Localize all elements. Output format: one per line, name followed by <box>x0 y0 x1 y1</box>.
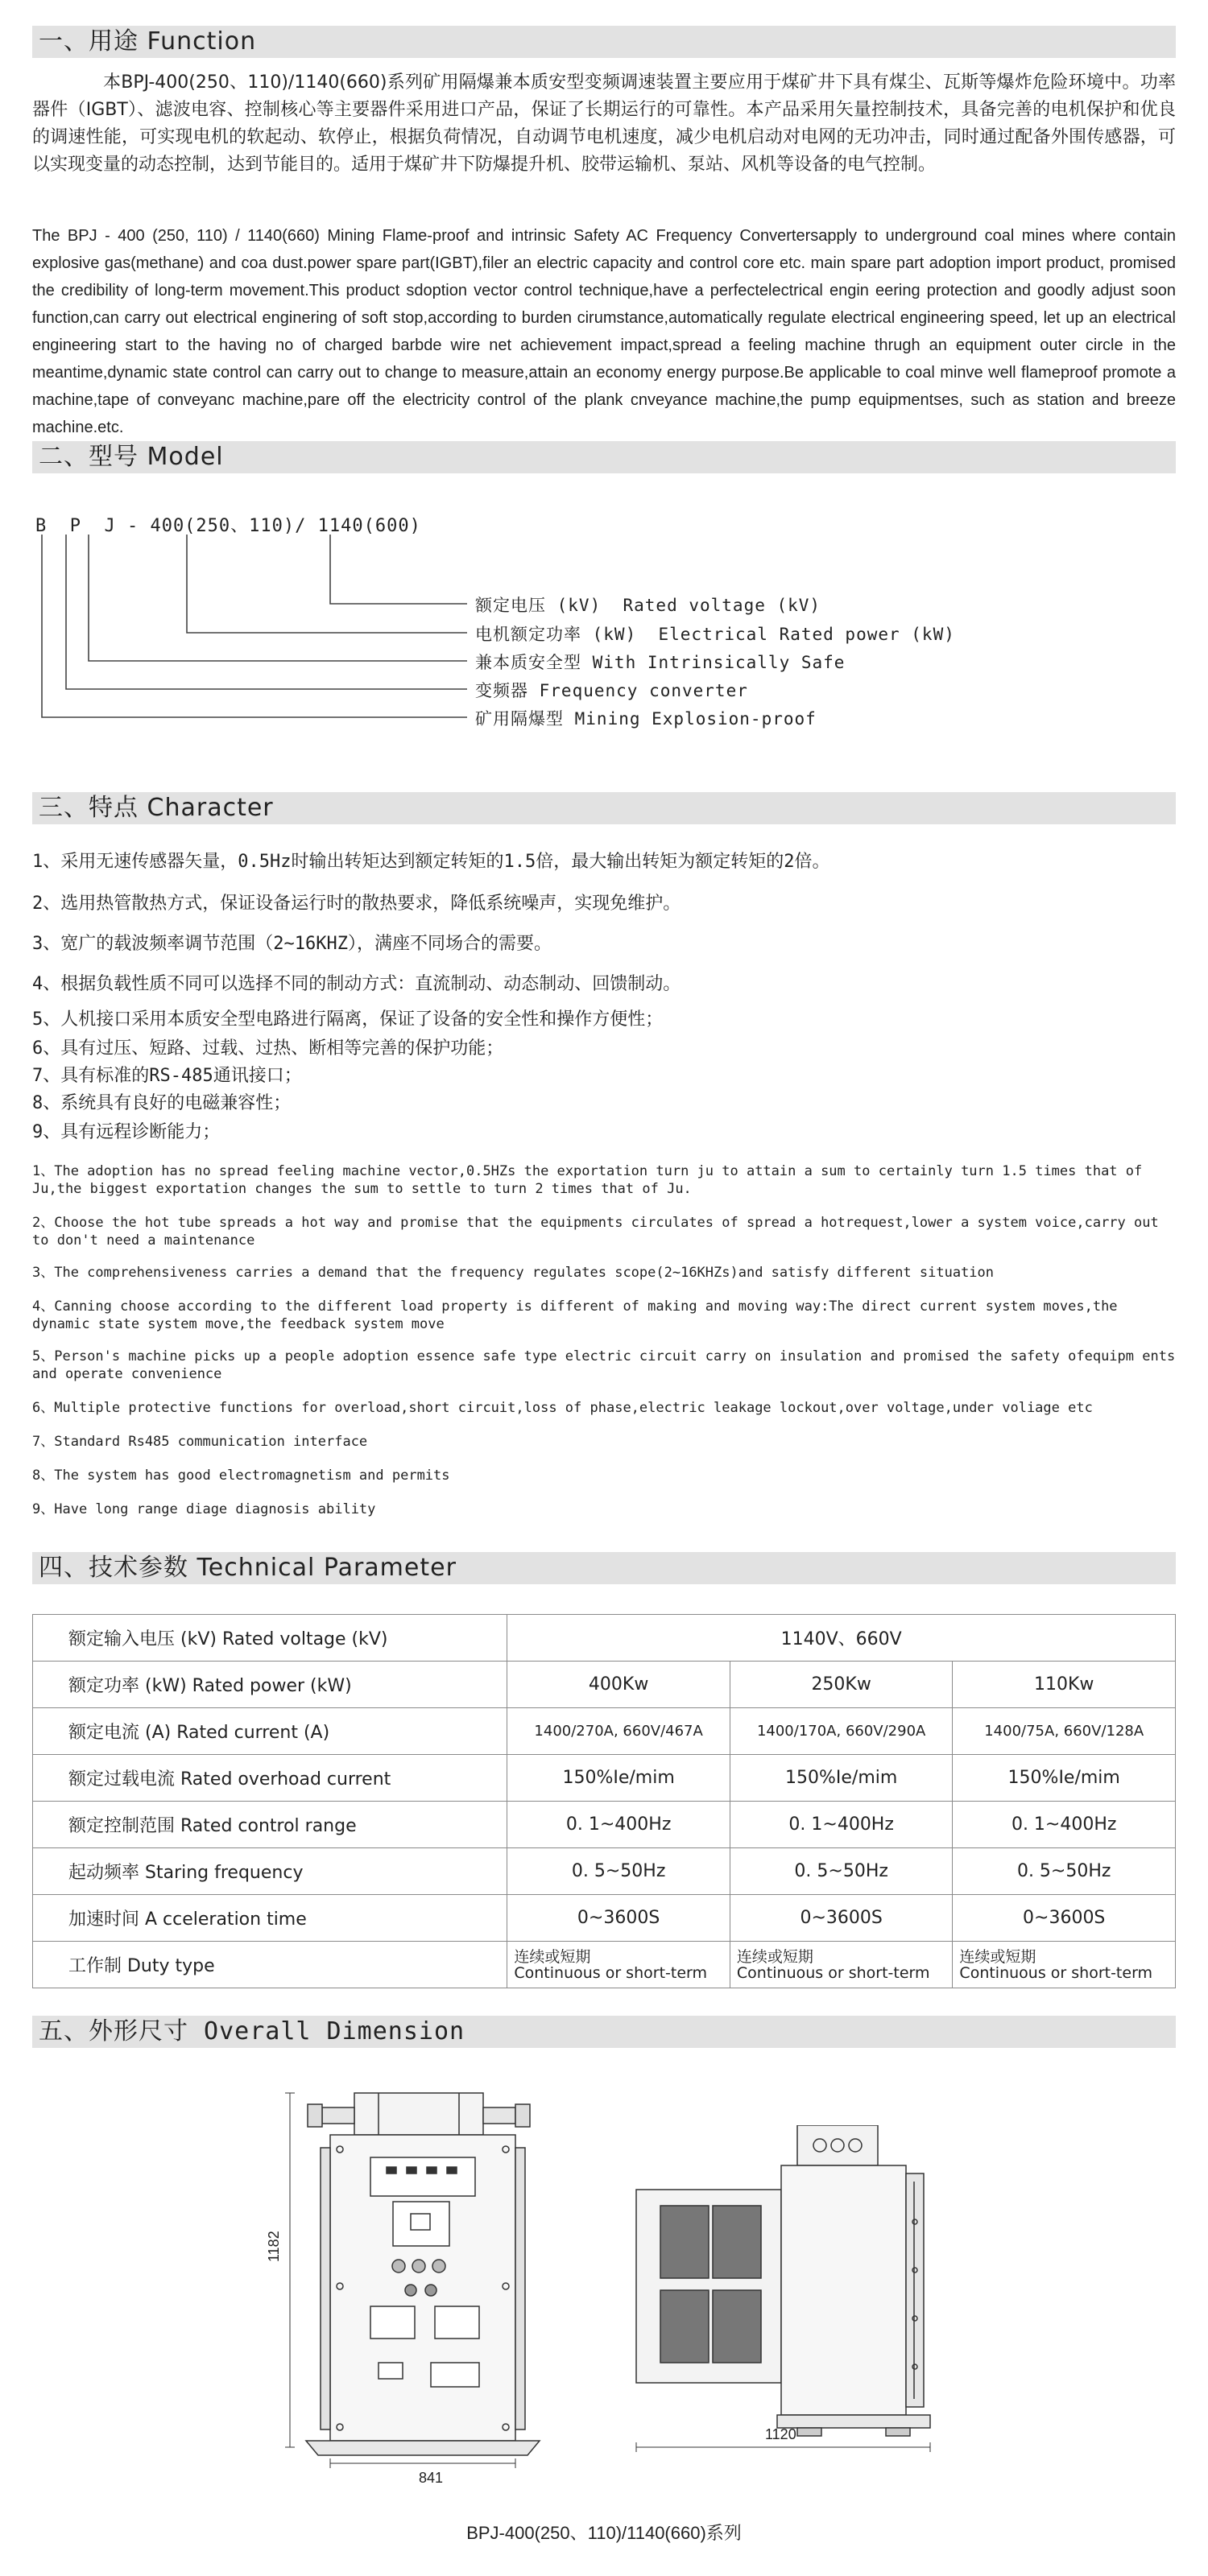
section-title-model: 二、型号 Model <box>39 443 224 471</box>
param-value: 1400/270A, 660V/467A <box>507 1708 730 1755</box>
param-value: 1140V、660V <box>507 1615 1176 1662</box>
param-value: 0. 1~400Hz <box>953 1802 1176 1848</box>
dimension-width-side: 1120 <box>765 2426 796 2442</box>
parameter-table <box>32 1614 1176 1988</box>
param-label: 工作制 Duty type <box>33 1942 507 1988</box>
table-row <box>33 1755 1176 1802</box>
character-cn-4: 4、根据负载性质不同可以选择不同的制动方式：直流制动、动态制动、回馈制动。 <box>32 974 681 994</box>
table-row <box>33 1615 1176 1662</box>
param-value <box>507 1942 730 1988</box>
character-cn-2: 2、选用热管散热方式，保证设备运行时的散热要求，降低系统噪声，实现免维护。 <box>32 894 681 914</box>
dimension-height: 1182 <box>266 2231 282 2262</box>
character-en-9: 9、Have long range diage diagnosis ability <box>32 1501 376 1517</box>
section-title-function: 一、用途 Function <box>39 27 257 56</box>
character-cn-7: 7、具有标准的RS-485通讯接口； <box>32 1066 302 1086</box>
character-en-1: 1、The adoption has no spread feeling machine vector,0.5HZs the exportation turn ju to attain a sum to certainly turn 1.5 times that of Ju,the biggest exportation changes the sum to settle to turn 2 times that of Ju. <box>32 1163 1143 1197</box>
duty-cn: 连续或短期 <box>736 1947 813 1966</box>
param-value: 0. 5~50Hz <box>730 1848 953 1895</box>
character-cn-3: 3、宽广的载波频率调节范围（2~16KHZ），满座不同场合的需要。 <box>32 934 552 954</box>
param-value: 0~3600S <box>730 1895 953 1942</box>
param-label: 起动频率 Staring frequency <box>33 1848 507 1895</box>
duty-cn: 连续或短期 <box>514 1947 591 1966</box>
section-title-parameter: 四、技术参数 Technical Parameter <box>39 1554 457 1582</box>
param-value: 150%Ie/mim <box>953 1755 1176 1802</box>
table-row <box>33 1942 1176 1988</box>
param-label: 额定电流 (A) Rated current (A) <box>33 1708 507 1755</box>
param-value: 250Kw <box>730 1662 953 1708</box>
function-text-cn: 本BPJ-400(250、110)/1140(660)系列矿用隔爆兼本质安型变频调速装置主要应用于煤矿井下具有煤尘、瓦斯等爆炸危险环境中。功率器件（IGBT）、滤波电容、控制核心等主要器件采用进口产品，保证了长期运行的可靠性。本产品采用矢量控制技术，具备完善的电机保护和优良的调速性能，可实现电机的软起动、软停止，根据负荷情况，自动调节电机速度，减少电机启动对电网的无功冲击，同时通过配备外围传感器，可以实现变量的动态控制，达到节能目的。适用于煤矿井下防爆提升机、胶带运输机、泵站、风机等设备的电气控制。 <box>32 72 1176 175</box>
param-value: 0~3600S <box>507 1895 730 1942</box>
duty-en: Continuous or short-term <box>736 1963 930 1982</box>
param-label: 额定功率 (kW) Rated power (kW) <box>33 1662 507 1708</box>
character-cn-1: 1、采用无速传感器矢量，0.5Hz时输出转矩达到额定转矩的1.5倍，最大输出转矩为额定转矩的2倍。 <box>32 852 830 872</box>
table-row <box>33 1895 1176 1942</box>
character-en-4: 4、Canning choose according to the different load property is different of making and moving way:The direct current system moves,the dynamic state system move,the feedback system move <box>32 1298 1118 1332</box>
duty-cn: 连续或短期 <box>959 1947 1036 1966</box>
param-value: 400Kw <box>507 1662 730 1708</box>
character-en-7: 7、Standard Rs485 communication interface <box>32 1434 368 1450</box>
param-value: 1400/170A, 660V/290A <box>730 1708 953 1755</box>
dimension-width-front: 841 <box>419 2470 444 2486</box>
param-value: 0. 5~50Hz <box>953 1848 1176 1895</box>
param-value: 1400/75A, 660V/128A <box>953 1708 1176 1755</box>
param-value: 0. 5~50Hz <box>507 1848 730 1895</box>
character-en-8: 8、The system has good electromagnetism and permits <box>32 1468 450 1484</box>
table-row <box>33 1848 1176 1895</box>
side-view-drawing <box>628 2125 950 2463</box>
param-label: 额定控制范围 Rated control range <box>33 1802 507 1848</box>
character-cn-6: 6、具有过压、短路、过载、过热、断相等完善的保护功能； <box>32 1038 504 1059</box>
param-value: 0. 1~400Hz <box>730 1802 953 1848</box>
character-cn-5: 5、人机接口采用本质安全型电路进行隔离，保证了设备的安全性和操作方便性； <box>32 1009 664 1030</box>
param-value: 0. 1~400Hz <box>507 1802 730 1848</box>
character-en-5: 5、Person's machine picks up a people adoption essence safe type electric circuit carry on insulation and promised the safety ofequipm ents and operate convenience <box>32 1348 1176 1382</box>
param-label: 额定输入电压 (kV) Rated voltage (kV) <box>33 1615 507 1662</box>
model-label-frequency-converter: 变频器 Frequency converter <box>475 681 748 700</box>
duty-en: Continuous or short-term <box>959 1963 1153 1982</box>
section-title-character: 三、特点 Character <box>39 794 274 822</box>
model-label-rated-voltage: 额定电压 (kV) Rated voltage (kV) <box>475 596 821 615</box>
character-cn-8: 8、系统具有良好的电磁兼容性； <box>32 1093 292 1113</box>
character-en-6: 6、Multiple protective functions for overload,short circuit,loss of phase,electric leakage lockout,over voltage,under voliage etc <box>32 1400 1093 1416</box>
table-row <box>33 1708 1176 1755</box>
param-value <box>730 1942 953 1988</box>
character-en-2: 2、Choose the hot tube spreads a hot way and promise that the equipments circulates of spread a hotrequest,lower a system voice,carry out to don't need a maintenance <box>32 1215 1159 1249</box>
duty-en: Continuous or short-term <box>514 1963 707 1982</box>
param-label: 额定过载电流 Rated overhoad current <box>33 1755 507 1802</box>
param-value: 0~3600S <box>953 1895 1176 1942</box>
model-code: B P J - 400(250、110)/ 1140(600) <box>35 516 421 536</box>
front-view-drawing <box>274 2085 580 2471</box>
section-title-dimension: 五、外形尺寸 Overall Dimension <box>39 2017 465 2046</box>
table-row <box>33 1802 1176 1848</box>
param-value: 110Kw <box>953 1662 1176 1708</box>
model-label-explosion-proof: 矿用隔爆型 Mining Explosion-proof <box>475 709 817 729</box>
param-label: 加速时间 A cceleration time <box>33 1895 507 1942</box>
param-value: 150%Ie/mim <box>730 1755 953 1802</box>
function-text-en: The BPJ - 400 (250, 110) / 1140(660) Mining Flame-proof and intrinsic Safety AC Frequency Convertersapply to underground coal mines where contain explosive gas(methane) and coa dust.power spare part(IGBT),filer an electric capacity and control core etc. main spare part adoption import product, promised the credibility of long-term movement.This product sdoption vector control technique,have a perfectelectrical engin eering protection and goodly adjust soon function,can carry out electrical enginering of soft stop,according to burden cirumstance,automatically regulate electrical engineering speed, let up an electrical engineering start to the having no of charged barbde wire net achievement impact,spread a feeling machine thrugh an equipment outer circle in the meantime,dynamic state control can carry out to change to measure,attain an economy energy purpose.Be applicable to coal minve well flameproof promote a machine,tape of conveyanc machine,pare off the electricity control of the plank cnveyance machine,the pump equipmentses, such as station and breeze machine.etc. <box>32 227 1176 436</box>
drawing-caption: BPJ-400(250、110)/1140(660)系列 <box>466 2523 742 2543</box>
character-cn-9: 9、具有远程诊断能力； <box>32 1122 221 1142</box>
param-value: 150%Ie/mim <box>507 1755 730 1802</box>
param-value <box>953 1942 1176 1988</box>
model-label-intrinsically-safe: 兼本质安全型 With Intrinsically Safe <box>475 653 846 672</box>
model-label-rated-power: 电机额定功率 (kW) Electrical Rated power (kW) <box>475 625 955 644</box>
table-row <box>33 1662 1176 1708</box>
character-en-3: 3、The comprehensiveness carries a demand that the frequency regulates scope(2~16KHZs)and satisfy different situation <box>32 1265 995 1281</box>
